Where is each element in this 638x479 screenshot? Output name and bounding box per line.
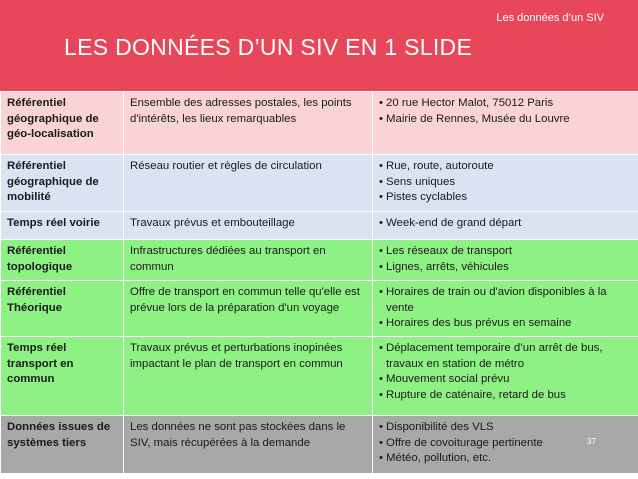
table-row	[1, 92, 638, 155]
row-description: Les données ne sont pas stockées dans le SIV, mais récupérées à la demande	[124, 416, 373, 474]
table-row	[1, 240, 638, 281]
row-description: Réseau routier et règles de circulation	[124, 155, 373, 212]
example-item: • Horaires des bus prévus en semaine	[379, 316, 633, 332]
example-item: • Sens uniques	[379, 175, 633, 191]
example-item: • Mairie de Rennes, Musée du Louvre	[379, 112, 633, 128]
example-item: • Horaires de train ou d'avion disponibles à la vente	[379, 285, 633, 316]
data-table	[0, 91, 638, 474]
table-row	[1, 281, 638, 337]
row-category: Temps réel voirie	[1, 212, 124, 240]
slide-title: LES DONNÉES D’UN SIV EN 1 SLIDE	[64, 34, 473, 60]
row-examples	[373, 416, 638, 474]
section-label: Les données d’un SIV	[496, 12, 604, 24]
row-examples	[373, 337, 638, 416]
table-row	[1, 212, 638, 240]
example-item: • 20 rue Hector Malot, 75012 Paris	[379, 96, 633, 112]
example-item: • Rupture de caténaire, retard de bus	[379, 388, 633, 404]
example-item: • Lignes, arrêts, véhicules	[379, 260, 633, 276]
page-number: 37	[587, 437, 596, 446]
row-examples	[373, 92, 638, 155]
row-category: Données issues de systèmes tiers	[1, 416, 124, 474]
row-description: Offre de transport en commun telle qu'elle est prévue lors de la préparation d'un voyage	[124, 281, 373, 337]
row-description: Ensemble des adresses postales, les points d'intérêts, les lieux remarquables	[124, 92, 373, 155]
example-item: • Déplacement temporaire d’un arrêt de bus, travaux en station de métro	[379, 341, 633, 372]
row-examples	[373, 240, 638, 281]
example-item: • Disponibilité des VLS	[379, 420, 633, 436]
row-category: Référentiel topologique	[1, 240, 124, 281]
table-row	[1, 155, 638, 212]
row-category: Référentiel géographique de géo-localisation	[1, 92, 124, 155]
example-item: • Week-end de grand départ	[379, 216, 633, 232]
title-banner	[0, 0, 638, 91]
row-examples	[373, 212, 638, 240]
table-row	[1, 416, 638, 474]
row-category: Référentiel Théorique	[1, 281, 124, 337]
example-item: • Mouvement social prévu	[379, 372, 633, 388]
table-row	[1, 337, 638, 416]
example-item: • Offre de covoiturage pertinente	[379, 436, 633, 452]
example-item: • Les réseaux de transport	[379, 244, 633, 260]
row-category: Temps réel transport en commun	[1, 337, 124, 416]
example-item: • Météo, pollution, etc.	[379, 451, 633, 467]
row-examples	[373, 155, 638, 212]
example-item: • Pistes cyclables	[379, 190, 633, 206]
table-body	[1, 92, 638, 474]
row-description: Travaux prévus et perturbations inopinées impactant le plan de transport en commun	[124, 337, 373, 416]
row-category: Référentiel géographique de mobilité	[1, 155, 124, 212]
row-description: Infrastructures dédiées au transport en commun	[124, 240, 373, 281]
row-description: Travaux prévus et embouteillage	[124, 212, 373, 240]
example-item: • Rue, route, autoroute	[379, 159, 633, 175]
row-examples	[373, 281, 638, 337]
